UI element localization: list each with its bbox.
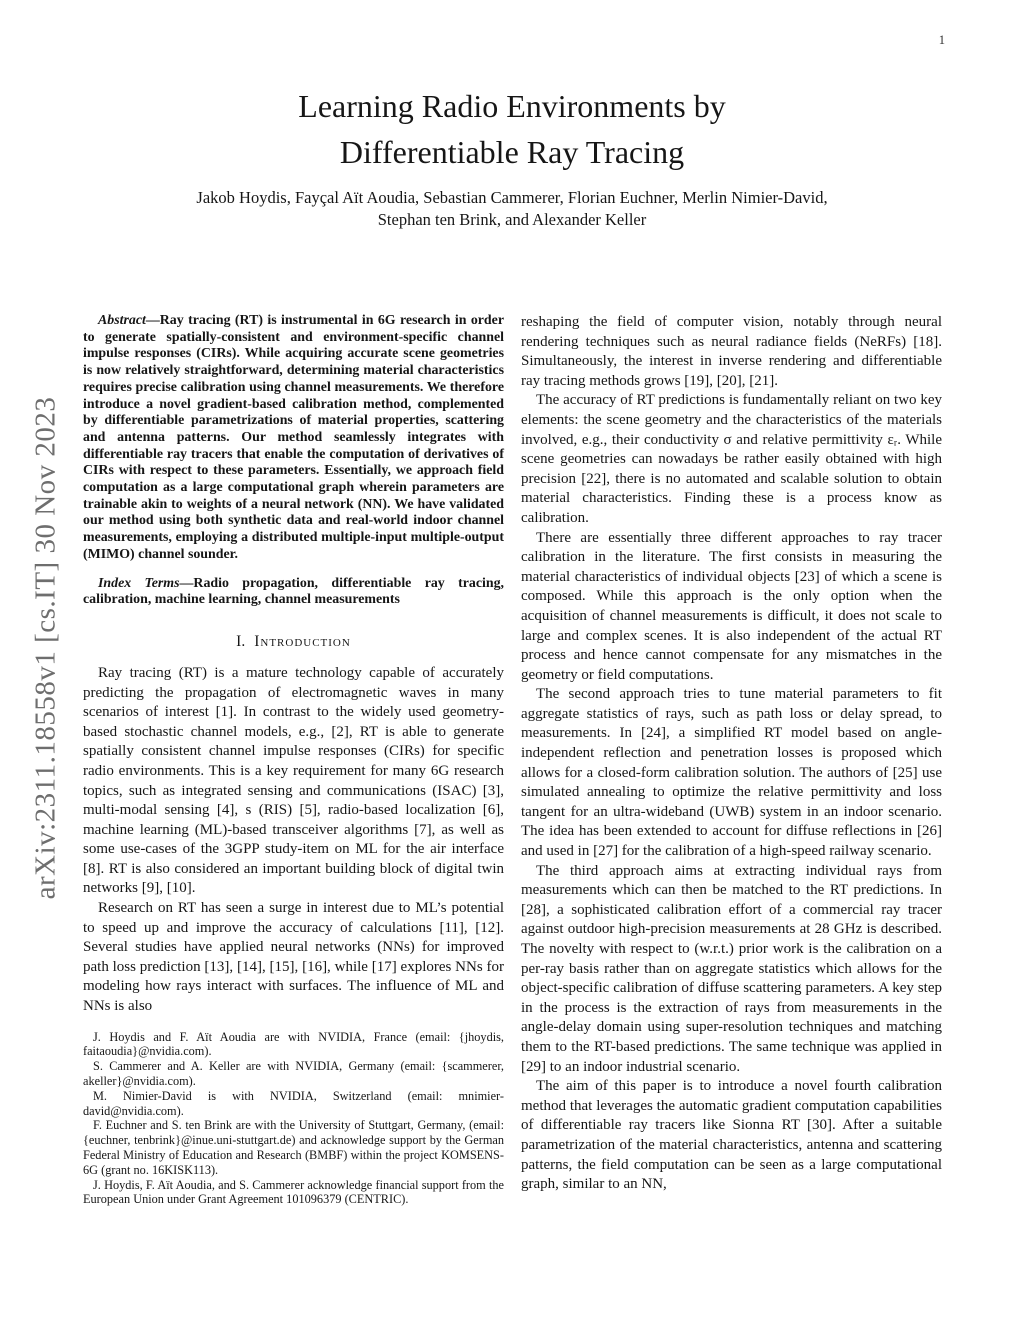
body-paragraph-paper-aim: The aim of this paper is to introduce a novel fourth calibration method that leverages the automatic gradient computation capabilities of differentiable ray tracers like Sionna RT [30]. After a suitable parametrization of the material characteristics, antenna and scattering patterns, the field computation can be seen as a large computational graph, similar to an NN,: [521, 1078, 942, 1193]
footnotes: [83, 1030, 504, 1208]
abstract-label: Abstract: [98, 313, 146, 328]
right-column: [521, 313, 942, 1195]
left-column: [83, 313, 504, 1207]
section-number: I.: [236, 632, 246, 650]
authors-line-2: Stephan ten Brink, and Alexander Keller: [377, 210, 647, 229]
footnote-affiliation-nvidia-switzerland: M. Nimier-David is with NVIDIA, Switzerland (email: mnimier-david@nvidia.com).: [83, 1088, 504, 1118]
body-paragraph-accuracy: The accuracy of RT predictions is fundamentally reliant on two key elements: the scene geometry and the characteristics of the materials involved, e.g., their conductivity σ and relative permittivity εᵣ. While scene geometries can nowadays be rather easily obtained with high precision [22], there is no automated and scalable solution to obtain material characteristics. Finding these is a process know as calibration.: [521, 392, 942, 526]
body-paragraph-third-approach: The third approach aims at extracting individual rays from measurements which can then be matched to the RT predictions. In [28], a sophisticated calibration effort of a commercial ray tracer against outdoor high-precision measurements at 28 GHz is described. The novelty with respect to (w.r.t.) prior work is the calibration on a per-ray basis rather than on aggregate statistics which allows for the object-specific calibration of diffuse scattering parameters. A key step in the process is the extraction of rays from measurements in the angle-delay domain using super-resolution techniques and matching them to the RT-based predictions. The same technique was applied in [29] to an indoor industrial scenario.: [521, 862, 942, 1075]
intro-paragraph-1: Ray tracing (RT) is a mature technology capable of accurately predicting the propagation of electromagnetic waves in many scenarios of interest [1]. In contrast to the widely used geometry-based stochastic channel models, e.g., [2], RT is able to generate spatially consistent channel impulse responses (CIRs) for specific radio environments. This is a key requirement for many 6G research topics, such as integrated sensing and communications (ISAC) [3], multi-modal sensing [4], s (RIS) [5], radio-based localization [6], machine learning (ML)-based transceiver algorithms [7], as well as some use-cases of the 3GPP study-item on ML for the air interface [8]. RT is also considered an important building block of digital twin networks [9], [10].: [83, 664, 504, 897]
authors-line-1: Jakob Hoydis, Fayçal Aït Aoudia, Sebastian Cammerer, Florian Euchner, Merlin Nimier-David,: [196, 188, 828, 207]
page-number: 1: [938, 33, 945, 47]
paper-header: [0, 0, 1024, 231]
section-heading-introduction: [83, 633, 504, 651]
abstract-text: —Ray tracing (RT) is instrumental in 6G research in order to generate spatially-consistent and environment-specific channel impulse responses (CIRs). While acquiring accurate scene geometries is now relatively straightforward, determining material characteristics requires precise calibration using channel measurements. We therefore introduce a novel gradient-based calibration method, complemented by differentiable parametrizations of material properties, scattering and antenna patterns. Our method seamlessly integrates with differentiable ray tracers that enable the computation of derivatives of CIRs with respect to these parameters. Essentially, we approach field computation as a large computational graph wherein parameters are trainable akin to weights of a neural network (NN). We have validated our method using both synthetic data and real-world indoor channel measurements, employing a distributed multiple-input multiple-output (MIMO) channel sounder.: [83, 313, 504, 562]
intro-paragraph-2: Research on RT has seen a surge in interest due to ML’s potential to speed up and improve the accuracy of calculations [11], [12]. Several studies have applied neural networks (NNs) for improved path loss prediction [13], [14], [15], [16], while [17] explores NNs for modeling how rays interact with surfaces. The influence of ML and NNs is also: [83, 900, 504, 1015]
index-terms-section: [83, 576, 504, 609]
body-paragraph-three-approaches: There are essentially three different approaches to ray tracer calibration in the literature. The first consists in measuring the material characteristics of individual objects [23] of which a scene is composed. While this approach is the only option when the acquisition of channel measurements is difficult, it does not scale to large and complex scenes. It is also independent of the actual RT process and hence cannot compensate for any mismatches in the geometry or field computations.: [521, 529, 942, 683]
footnote-affiliation-stuttgart: F. Euchner and S. ten Brink are with the University of Stuttgart, Germany, (email: {euchner, tenbrink}@inue.uni-stuttgart.de) and acknowledge support by the German Federal Ministry of Education and Research (BMBF) within the project KOMSENS-6G (grant no. 16KISK113).: [83, 1118, 504, 1177]
index-terms-label: Index Terms: [98, 575, 180, 591]
title-line-1: Learning Radio Environments by: [298, 88, 726, 124]
title-line-2: Differentiable Ray Tracing: [339, 134, 685, 170]
author-list: [0, 187, 1024, 231]
arxiv-watermark: arXiv:2311.18558v1 [cs.IT] 30 Nov 2023: [29, 396, 62, 900]
footnote-affiliation-nvidia-germany: S. Cammerer and A. Keller are with NVIDIA, Germany (email: {scammerer, akeller}@nvidia.com).: [83, 1059, 504, 1089]
abstract-section: [83, 313, 504, 564]
footnote-affiliation-nvidia-france: J. Hoydis and F. Aït Aoudia are with NVIDIA, France (email: {jhoydis, faitaoudia}@nvidia.com).: [83, 1029, 504, 1059]
body-paragraph-continuation: reshaping the field of computer vision, notably through neural rendering techniques such as neural radiance fields (NeRFs) [18]. Simultaneously, the interest in inverse rendering and differentiable ray tracing methods grows [19], [20], [21].: [521, 314, 942, 389]
paper-title: [0, 83, 1024, 175]
index-terms-text: —Radio propagation, differentiable ray tracing, calibration, machine learning, channel measurements: [83, 575, 504, 608]
section-title: Introduction: [254, 632, 351, 650]
body-paragraph-second-approach: The second approach tries to tune material parameters to fit aggregate statistics of rays, such as path loss or delay spread, to measurements. In [24], a simplified RT model based on angle-independent reflection and penetration losses is proposed which allows for a closed-form calibration solution. The authors of [25] use simulated annealing to optimize the relative permittivity and loss tangent for an ultra-wideband (UWB) system in an indoor scenario. The idea has been extended to account for diffuse reflections in [26] and used in [27] for the calibration of a high-speed railway scenario.: [521, 686, 942, 860]
footnote-funding-centric: J. Hoydis, F. Aït Aoudia, and S. Cammerer acknowledge financial support from the European Union under Grant Agreement 101096379 (CENTRIC).: [83, 1177, 504, 1207]
